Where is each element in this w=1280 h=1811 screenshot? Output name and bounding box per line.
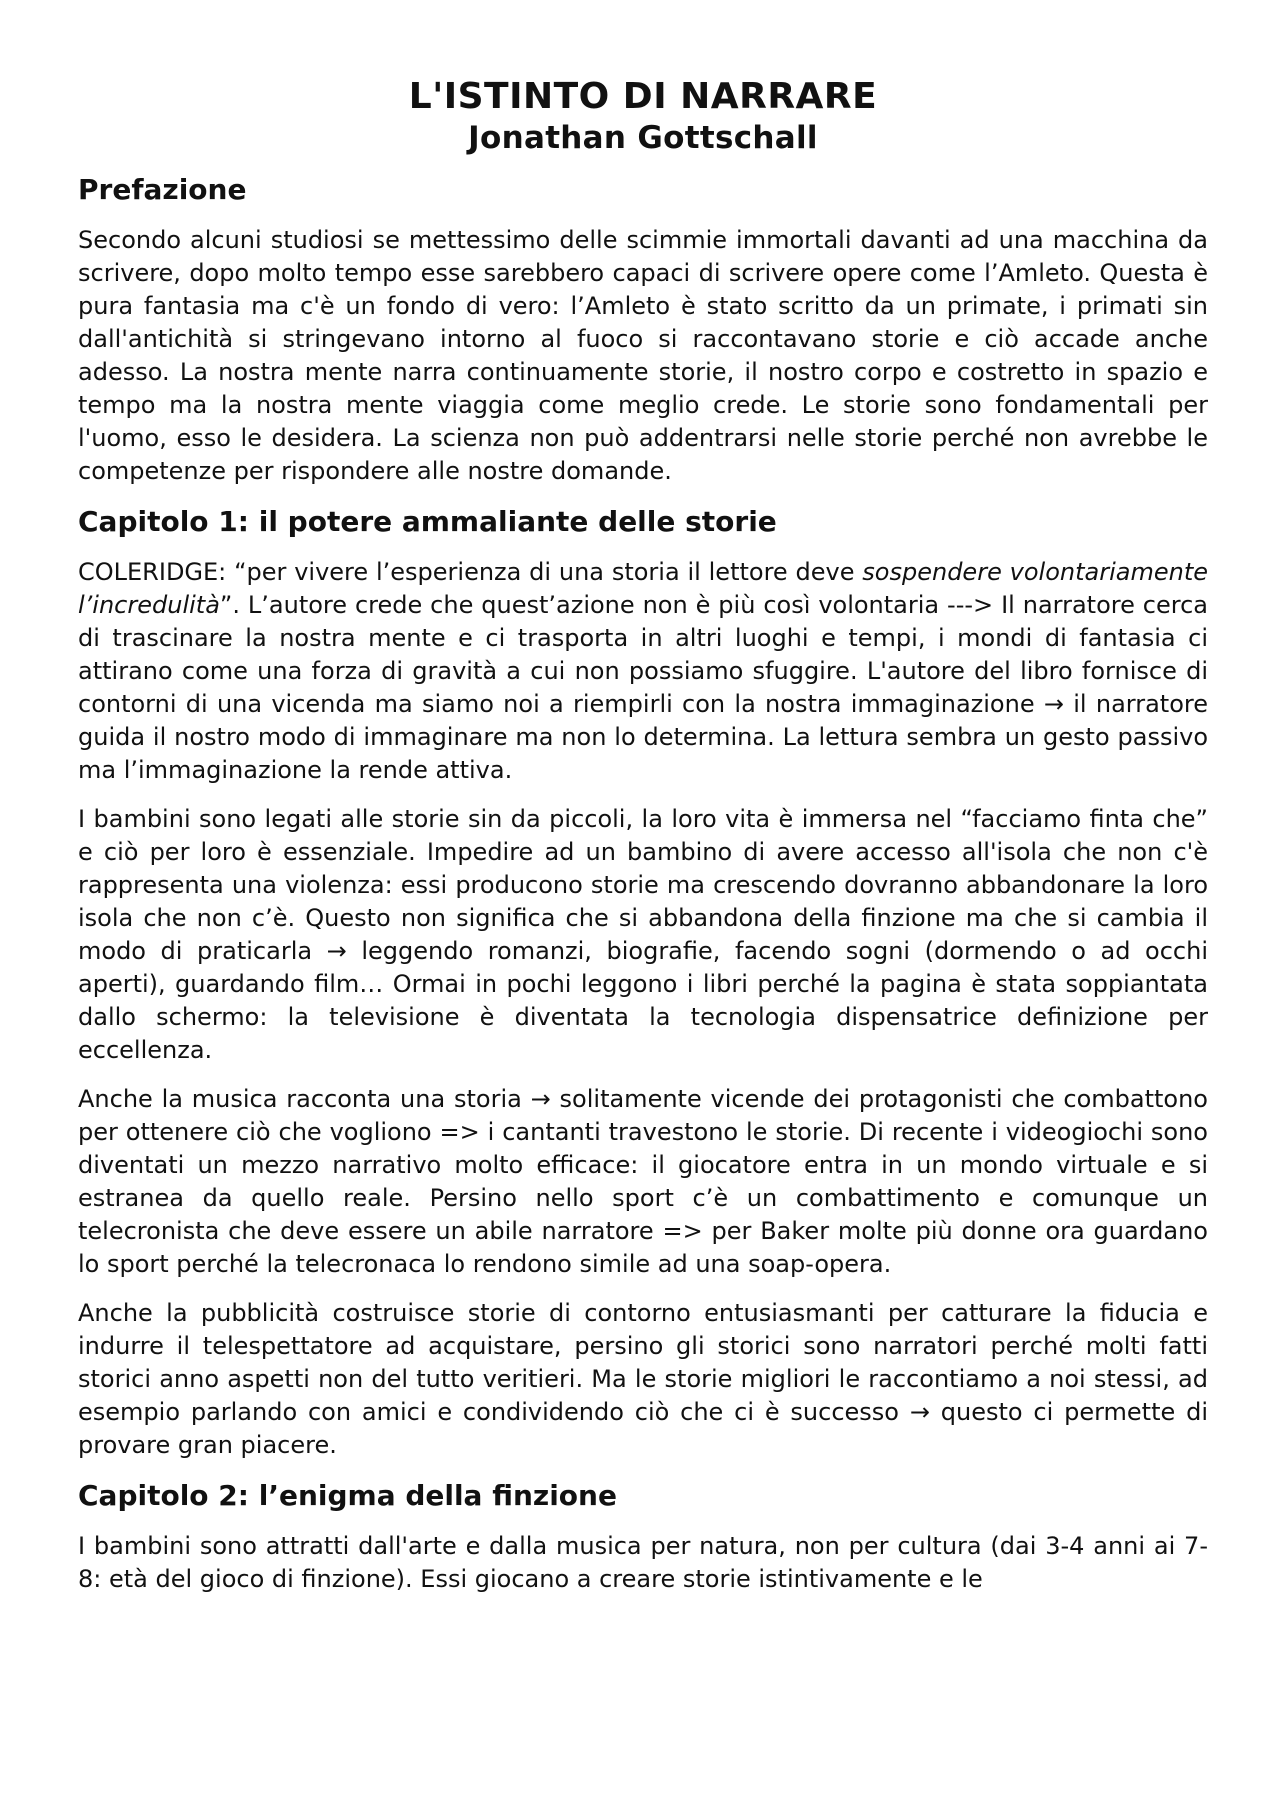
coleridge-quote-emphasis: sospendere volontariamente l’incredulità — [78, 558, 1208, 619]
section-heading-capitolo-1: Capitolo 1: il potere ammaliante delle storie — [78, 505, 777, 538]
document-title: L'ISTINTO DI NARRARE — [408, 76, 878, 117]
section-heading-capitolo-2: Capitolo 2: l’enigma della finzione — [78, 1479, 617, 1512]
document-author: Jonathan Gottschall — [468, 120, 818, 156]
paragraph-capitolo-1-bambini: I bambini sono legati alle storie sin da piccoli, la loro vita è immersa nel “facciamo finta che” e ciò per loro è essenziale. Impedire ad un bambino di avere accesso all'isola che non c'è rappresenta una violenza: essi producono storie ma crescendo dovranno abbandonare la loro isola che non c’è. Questo non significa che si abbandona della finzione ma che si cambia il modo di praticarla → leggendo romanzi, biografie, facendo sogni (dormendo o ad occhi aperti), guardando film… Ormai in pochi leggono i libri perché la pagina è stata soppiantata dallo schermo: la televisione è diventata la tecnologia dispensatrice definizione per eccellenza. — [78, 805, 1208, 1064]
paragraph-capitolo-1-coleridge — [78, 556, 1208, 787]
section-heading-prefazione: Prefazione — [78, 173, 247, 206]
paragraph-capitolo-1-musica: Anche la musica racconta una storia → solitamente vicende dei protagonisti che combattono per ottenere ciò che vogliono => i cantanti travestono le storie. Di recente i videogiochi sono diventati un mezzo narrativo molto efficace: il giocatore entra in un mondo virtuale e si estranea da quello reale. Persino nello sport c’è un combattimento e comunque un telecronista che deve essere un abile narratore => per Baker molte più donne ora guardano lo sport perché la telecronaca lo rendono simile ad una soap-opera. — [78, 1085, 1208, 1278]
paragraph-prefazione: Secondo alcuni studiosi se mettessimo delle scimmie immortali davanti ad una macchina da scrivere, dopo molto tempo esse sarebbero capaci di scrivere opere come l’Amleto. Questa è pura fantasia ma c'è un fondo di vero: l’Amleto è stato scritto da un primate, i primati sin dall'antichità si stringevano intorno al fuoco si raccontavano storie e ciò accade anche adesso. La nostra mente narra continuamente storie, il nostro corpo e costretto in spazio e tempo ma la nostra mente viaggia come meglio crede. Le storie sono fondamentali per l'uomo, esso le desidera. La scienza non può addentrarsi nelle storie perché non avrebbe le competenze per rispondere alle nostre domande. — [78, 226, 1208, 485]
paragraph-capitolo-1-pubblicita: Anche la pubblicità costruisce storie di contorno entusiasmanti per catturare la fiducia e indurre il telespettatore ad acquistare, persino gli storici sono narratori perché molti fatti storici anno aspetti non del tutto veritieri. Ma le storie migliori le raccontiamo a noi stessi, ad esempio parlando con amici e condividendo ciò che ci è successo → questo ci permette di provare gran piacere. — [78, 1299, 1208, 1459]
document-page — [78, 76, 1208, 1596]
coleridge-quote-rest: ”. L’autore crede che quest’azione non è più così volontaria ---> Il narratore cerca di trascinare la nostra mente e ci trasporta in altri luoghi e tempi, i mondi di fantasia ci attirano come una forza di gravità a cui non possiamo sfuggire. L'autore del libro fornisce di contorni di una vicenda ma siamo noi a riempirli con la nostra immaginazione → il narratore guida il nostro modo di immaginare ma non lo determina. La lettura sembra un gesto passivo ma l’immaginazione la rende attiva. — [78, 591, 1208, 784]
paragraph-capitolo-2: I bambini sono attratti dall'arte e dalla musica per natura, non per cultura (dai 3-4 anni ai 7-8: età del gioco di finzione). Essi giocano a creare storie istintivamente e le — [78, 1532, 1208, 1593]
coleridge-quote-lead: COLERIDGE: “per vivere l’esperienza di una storia il lettore deve — [78, 558, 863, 586]
